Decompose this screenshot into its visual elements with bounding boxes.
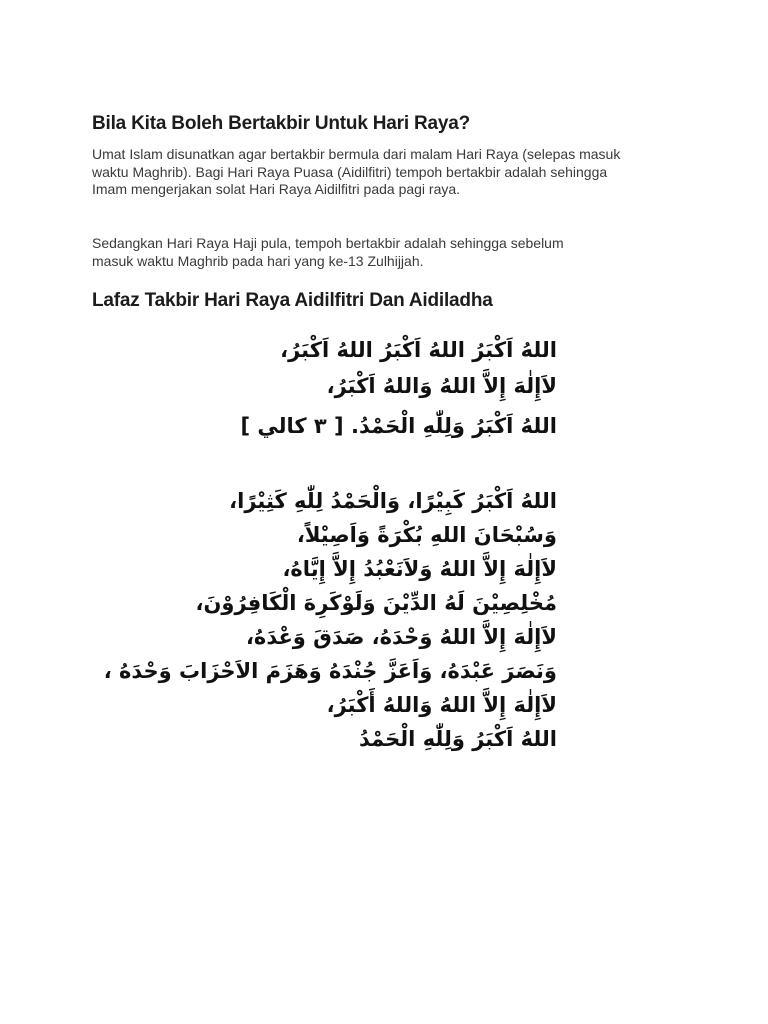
paragraph-line: Imam mengerjakan solat Hari Raya Aidilfitri pada pagi raya. xyxy=(92,181,461,197)
arabic-line: لاَإِلٰهَ إِلاَّ اللهُ وَلاَنَعْبُدُ إِلاَّ إِيَّاهُ، xyxy=(282,557,557,581)
paragraph-line: Umat Islam disunatkan agar bertakbir bermula dari malam Hari Raya (selepas masuk xyxy=(92,146,621,162)
arabic-line: لاَإِلٰهَ إِلاَّ اللهُ وَاللهُ أَكْبَرُ، xyxy=(326,693,557,717)
arabic-line: وَسُبْحَانَ اللهِ بُكْرَةً وَاَصِيْلاً، xyxy=(296,523,557,547)
takbir-short-block xyxy=(240,332,557,444)
paragraph-aidiladha-timing xyxy=(92,235,692,270)
arabic-line: اللهُ اَكْبَرُ وَلِلّٰهِ الْحَمْدُ xyxy=(358,727,557,751)
arabic-line: مُخْلِصِيْنَ لَهُ الدِّيْنَ وَلَوْكَرِهَ الْكَافِرُوْنَ، xyxy=(195,591,557,615)
section-heading-takbir-timing: Bila Kita Boleh Bertakbir Untuk Hari Raya? xyxy=(92,113,471,134)
arabic-line: لاَإِلٰهَ إِلاَّ اللهُ وَحْدَهُ، صَدَقَ وَعْدَهُ، xyxy=(245,625,557,649)
arabic-line: لاَإِلٰهَ إِلاَّ اللهُ وَاللهُ اَكْبَرُ، xyxy=(326,374,557,398)
arabic-line: اللهُ اَكْبَرُ اللهُ اَكْبَرُ اللهُ اَكْبَرُ، xyxy=(280,338,557,362)
paragraph-aidilfitri-timing xyxy=(92,146,692,199)
paragraph-line: waktu Maghrib). Bagi Hari Raya Puasa (Aidilfitri) tempoh bertakbir adalah sehingga xyxy=(92,163,608,180)
takbir-long-block xyxy=(104,484,557,756)
paragraph-line: Sedangkan Hari Raya Haji pula, tempoh bertakbir adalah sehingga sebelum xyxy=(92,235,564,251)
arabic-line: اللهُ اَكْبَرُ وَلِلّٰهِ الْحَمْدُ. [ ٣ كالي ] xyxy=(240,414,557,438)
paragraph-line: masuk waktu Maghrib pada hari yang ke-13 Zulhijjah. xyxy=(92,252,424,269)
arabic-line: اللهُ اَكْبَرُ كَبِيْرًا، وَالْحَمْدُ لِلّٰهِ كَثِيْرًا، xyxy=(229,489,557,513)
section-heading-lafaz-takbir: Lafaz Takbir Hari Raya Aidilfitri Dan Aidiladha xyxy=(92,290,493,311)
arabic-line: وَنَصَرَ عَبْدَهُ، وَاَعَزَّ جُنْدَهُ وَهَزَمَ الاَحْزَابَ وَحْدَهُ ، xyxy=(103,659,557,683)
